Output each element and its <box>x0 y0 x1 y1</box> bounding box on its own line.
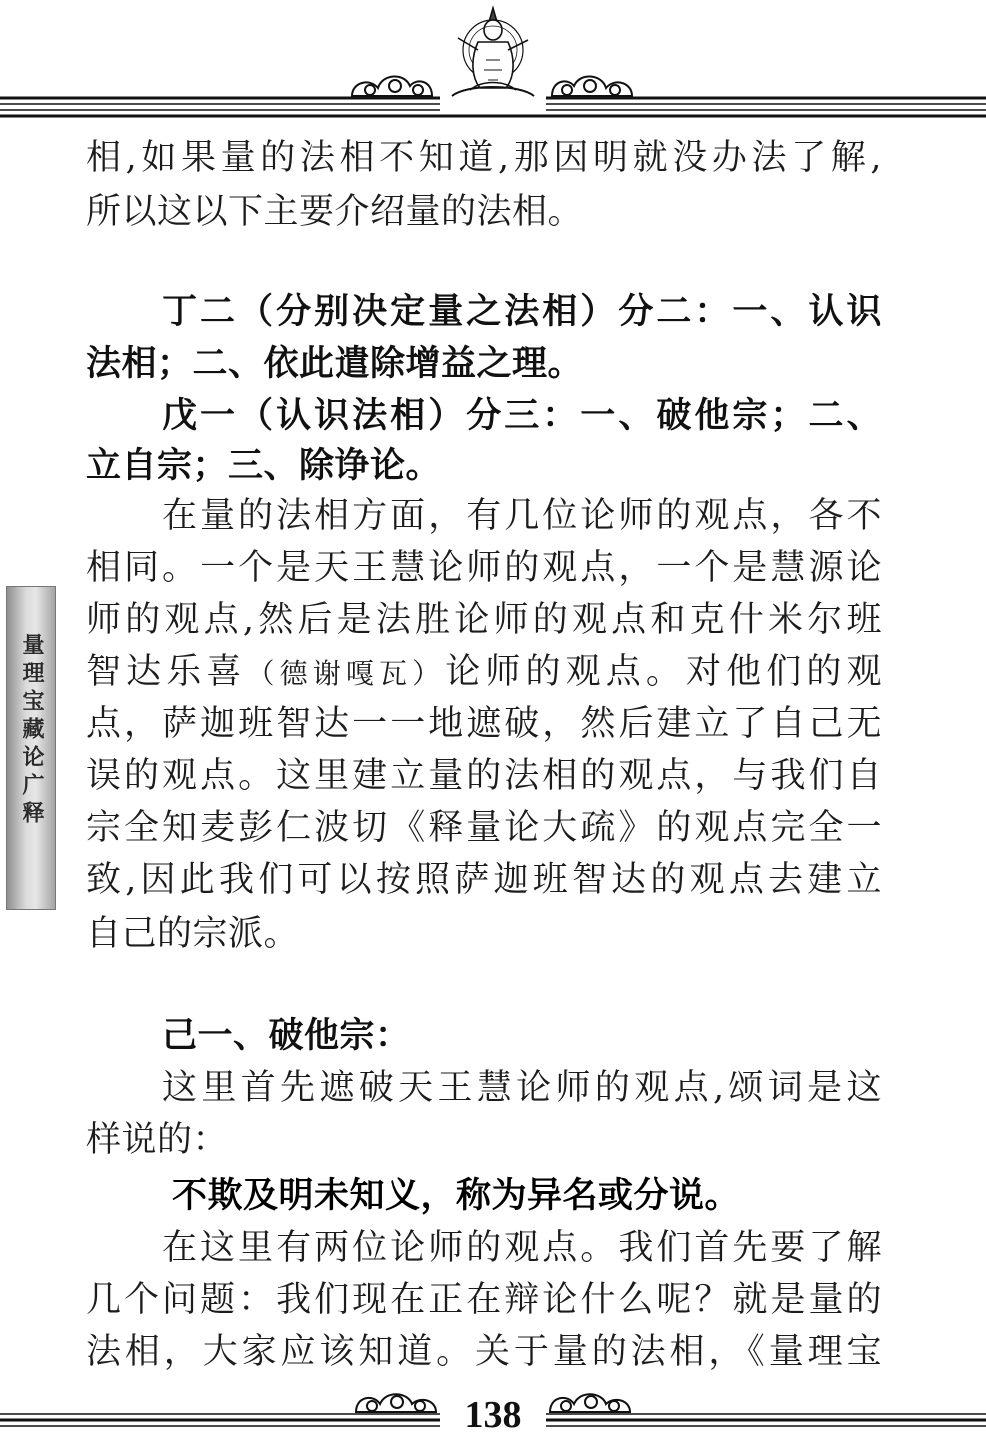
text-line-2: 所以这以下主要介绍量的法相。 <box>86 192 584 232</box>
text-line-10-before: 智达乐喜 <box>86 652 247 692</box>
text-line-8: 相同。一个是天王慧论师的观点，一个是慧源论 <box>86 548 882 588</box>
page-number: 138 <box>464 1394 522 1436</box>
text-line-10-after: 论师的观点。 <box>445 652 686 692</box>
text-line-22: 法相，大家应该知道。关于量的法相，《量理宝 <box>86 1332 882 1372</box>
footer-cloud-right <box>550 1394 630 1412</box>
text-line-7: 在量的法相方面，有几位论师的观点，各不 <box>162 496 882 536</box>
text-line-10 <box>86 646 882 700</box>
text-line-17: 这里首先遮破天王慧论师的观点,颂词是这 <box>162 1068 882 1108</box>
text-line-20: 在这里有两位论师的观点。我们首先要了解 <box>162 1228 882 1268</box>
section-heading-wu1-line2: 立自宗；三、除诤论。 <box>86 446 442 486</box>
header-ornament <box>0 0 986 122</box>
text-line-1: 相,如果量的法相不知道,那因明就没办法了解, <box>86 138 882 178</box>
section-heading-ding2-line2: 法相；二、依此遣除增益之理。 <box>86 344 584 384</box>
side-book-title: 量理宝藏论广释 <box>19 633 44 829</box>
side-book-tab <box>6 586 56 910</box>
deity-figure-icon <box>452 8 534 96</box>
cloud-scroll-right <box>552 76 632 96</box>
text-line-18: 样说的： <box>86 1120 229 1160</box>
text-line-21: 几个问题：我们现在正在辩论什么呢？就是量的 <box>86 1280 882 1320</box>
text-line-15: 自己的宗派。 <box>86 914 300 954</box>
verse-line: 不欺及明未知义，称为异名或分说。 <box>172 1176 741 1216</box>
footer-cloud-left <box>356 1394 436 1412</box>
section-heading-ji1: 己一、破他宗： <box>162 1016 411 1056</box>
text-line-13: 宗全知麦彭仁波切《释量论大疏》的观点完全一 <box>86 808 882 848</box>
text-line-11: 点，萨迦班智达一一地遮破，然后建立了自己无 <box>86 704 882 744</box>
text-line-10-note: （德谢嘎瓦） <box>246 657 446 690</box>
section-heading-ding2-line1: 丁二（分别决定量之法相）分二：一、认识 <box>162 292 882 332</box>
section-heading-wu1-line1: 戊一（认识法相）分三：一、破他宗；二、 <box>162 396 882 436</box>
header-rule-lines <box>0 98 986 116</box>
text-line-9: 师的观点,然后是法胜论师的观点和克什米尔班 <box>86 600 882 640</box>
text-line-12: 误的观点。这里建立量的法相的观点，与我们自 <box>86 756 882 796</box>
cloud-scroll-left <box>352 76 432 96</box>
text-line-10-end: 对他们的观 <box>685 652 882 692</box>
text-line-14: 致,因此我们可以按照萨迦班智达的观点去建立 <box>86 860 882 900</box>
